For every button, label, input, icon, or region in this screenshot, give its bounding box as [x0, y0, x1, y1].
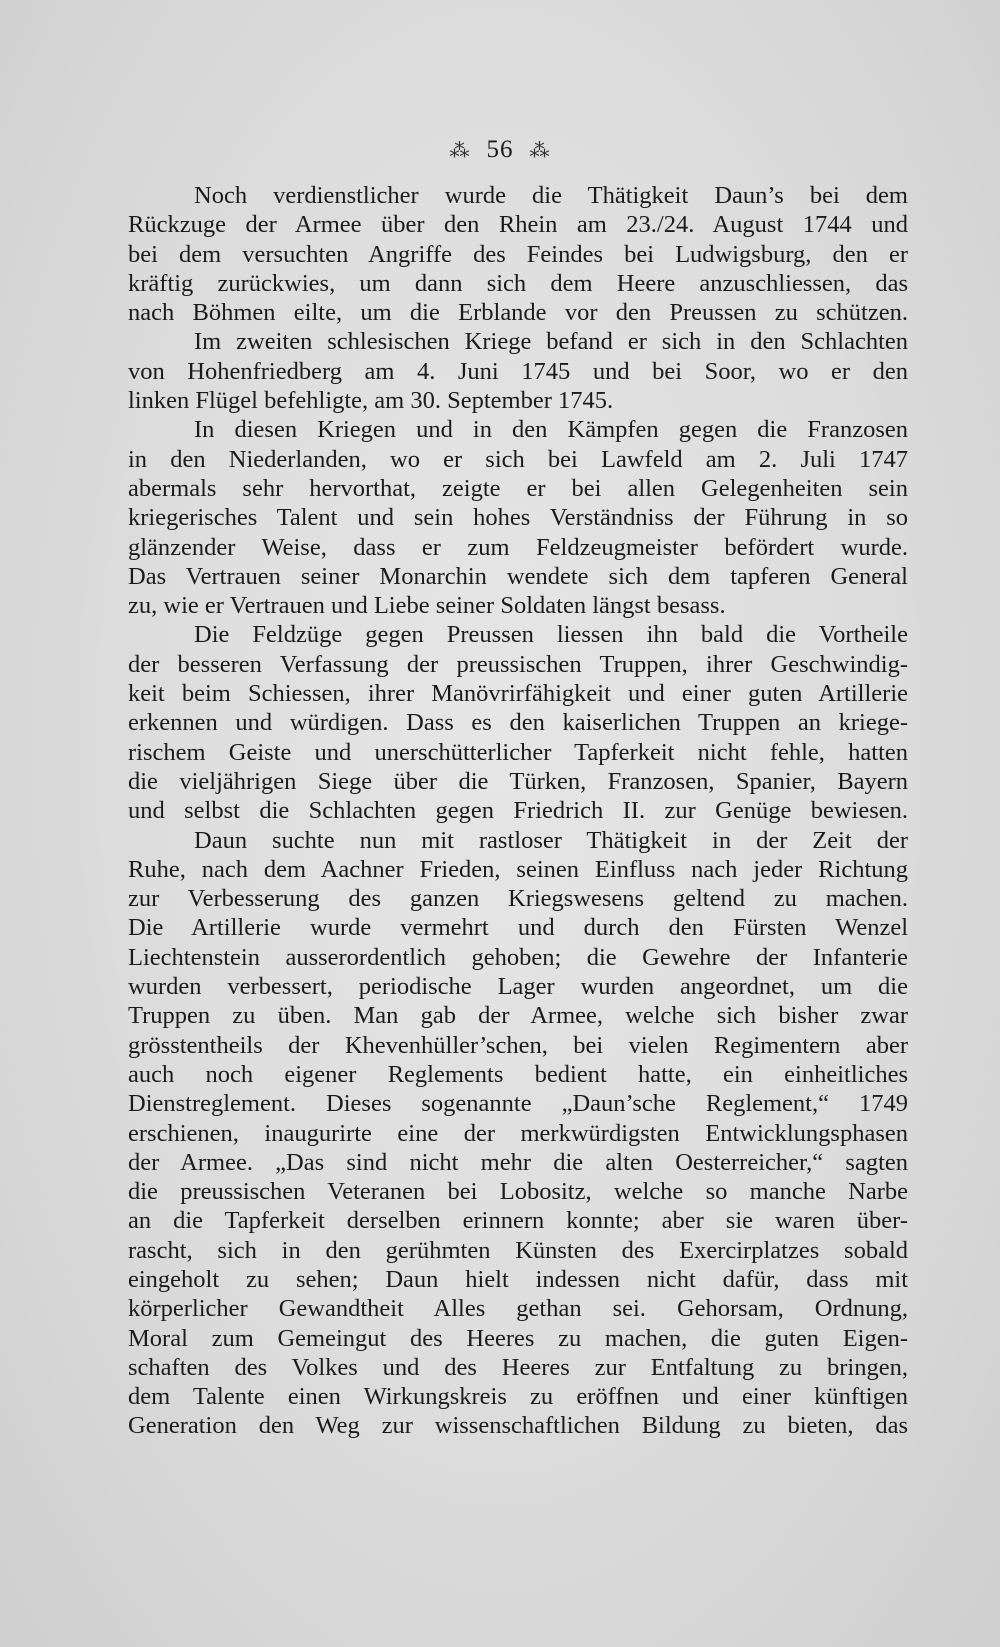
- text-line: Ruhe, nach dem Aachner Frieden, seinen Einfluss nach jeder Richtung: [128, 855, 908, 883]
- text-line: körperlicher Gewandtheit Alles gethan sei. Gehorsam, Ordnung,: [128, 1295, 908, 1323]
- text-line: schaften des Volkes und des Heeres zur Entfaltung zu bringen,: [128, 1353, 908, 1381]
- text-line: rischem Geiste und unerschütterlicher Tapferkeit nicht fehle, hatten: [128, 738, 908, 766]
- text-line: Die Artillerie wurde vermehrt und durch den Fürsten Wenzel: [128, 914, 908, 942]
- text-line: kriegerisches Talent und sein hohes Verständniss der Führung in so: [128, 504, 908, 532]
- text-line: Im zweiten schlesischen Kriege befand er sich in den Schlachten: [194, 328, 908, 356]
- text-line: von Hohenfriedberg am 4. Juni 1745 und bei Soor, wo er den: [128, 357, 908, 385]
- text-line: auch noch eigener Reglements bedient hatte, ein einheitliches: [128, 1060, 908, 1088]
- text-line: in den Niederlanden, wo er sich bei Lawfeld am 2. Juli 1747: [128, 445, 908, 473]
- page-number: 56: [486, 136, 514, 163]
- text-line: zu, wie er Vertrauen und Liebe seiner Soldaten längst besass.: [128, 592, 726, 620]
- text-line: Dienstreglement. Dieses sogenannte „Daun’sche Reglement,“ 1749: [128, 1090, 908, 1118]
- text-line: der besseren Verfassung der preussischen Truppen, ihrer Geschwindig-: [128, 650, 908, 678]
- text-line: die preussischen Veteranen bei Lobositz, welche so manche Narbe: [128, 1178, 908, 1206]
- text-line: erkennen und würdigen. Dass es den kaiserlichen Truppen an kriege-: [128, 709, 908, 737]
- text-line: der Armee. „Das sind nicht mehr die alten Oesterreicher,“ sagten: [128, 1148, 908, 1176]
- text-line: zur Verbesserung des ganzen Kriegswesens geltend zu machen.: [128, 885, 908, 913]
- text-line: wurden verbessert, periodische Lager wurden angeordnet, um die: [128, 973, 908, 1001]
- text-line: keit beim Schiessen, ihrer Manövrirfähigkeit und einer guten Artillerie: [128, 680, 908, 708]
- text-line: Die Feldzüge gegen Preussen liessen ihn bald die Vortheile: [194, 621, 908, 649]
- ornament-left-icon: ⁂: [449, 140, 471, 162]
- text-line: nach Böhmen eilte, um die Erblande vor den Preussen zu schützen.: [128, 299, 908, 327]
- text-line: rascht, sich in den gerühmten Künsten des Exercirplatzes sobald: [128, 1236, 908, 1264]
- text-line: In diesen Kriegen und in den Kämpfen gegen die Franzosen: [194, 416, 908, 444]
- text-line: glänzender Weise, dass er zum Feldzeugmeister befördert wurde.: [128, 533, 908, 561]
- text-line: die vieljährigen Siege über die Türken, Franzosen, Spanier, Bayern: [128, 767, 908, 795]
- text-line: an die Tapferkeit derselben erinnern konnte; aber sie waren über-: [128, 1207, 908, 1235]
- ornament-right-icon: ⁂: [529, 140, 551, 162]
- text-line: Moral zum Gemeingut des Heeres zu machen, die guten Eigen-: [128, 1324, 908, 1352]
- text-line: Truppen zu üben. Man gab der Armee, welche sich bisher zwar: [128, 1002, 908, 1030]
- page-header: [0, 136, 1000, 164]
- text-line: Das Vertrauen seiner Monarchin wendete sich dem tapferen General: [128, 562, 908, 590]
- text-line: Rückzuge der Armee über den Rhein am 23./24. August 1744 und: [128, 211, 908, 239]
- text-line: bei dem versuchten Angriffe des Feindes bei Ludwigsburg, den er: [128, 240, 908, 268]
- text-line: Liechtenstein ausserordentlich gehoben; die Gewehre der Infanterie: [128, 943, 908, 971]
- text-line: Generation den Weg zur wissenschaftlichen Bildung zu bieten, das: [128, 1412, 908, 1440]
- text-line: grösstentheils der Khevenhüller’schen, bei vielen Regimentern aber: [128, 1031, 908, 1059]
- text-line: kräftig zurückwies, um dann sich dem Heere anzuschliessen, das: [128, 269, 908, 297]
- text-line: und selbst die Schlachten gegen Friedrich II. zur Genüge bewiesen.: [128, 797, 908, 825]
- text-line: eingeholt zu sehen; Daun hielt indessen nicht dafür, dass mit: [128, 1265, 908, 1293]
- body-text: [128, 181, 908, 1441]
- text-line: erschienen, inaugurirte eine der merkwürdigsten Entwicklungsphasen: [128, 1119, 908, 1147]
- text-line: Daun suchte nun mit rastloser Thätigkeit in der Zeit der: [194, 826, 908, 854]
- text-line: abermals sehr hervorthat, zeigte er bei allen Gelegenheiten sein: [128, 474, 908, 502]
- text-line: dem Talente einen Wirkungskreis zu eröffnen und einer künftigen: [128, 1383, 908, 1411]
- text-line: Noch verdienstlicher wurde die Thätigkeit Daun’s bei dem: [194, 182, 908, 209]
- text-line: linken Flügel befehligte, am 30. September 1745.: [128, 387, 614, 415]
